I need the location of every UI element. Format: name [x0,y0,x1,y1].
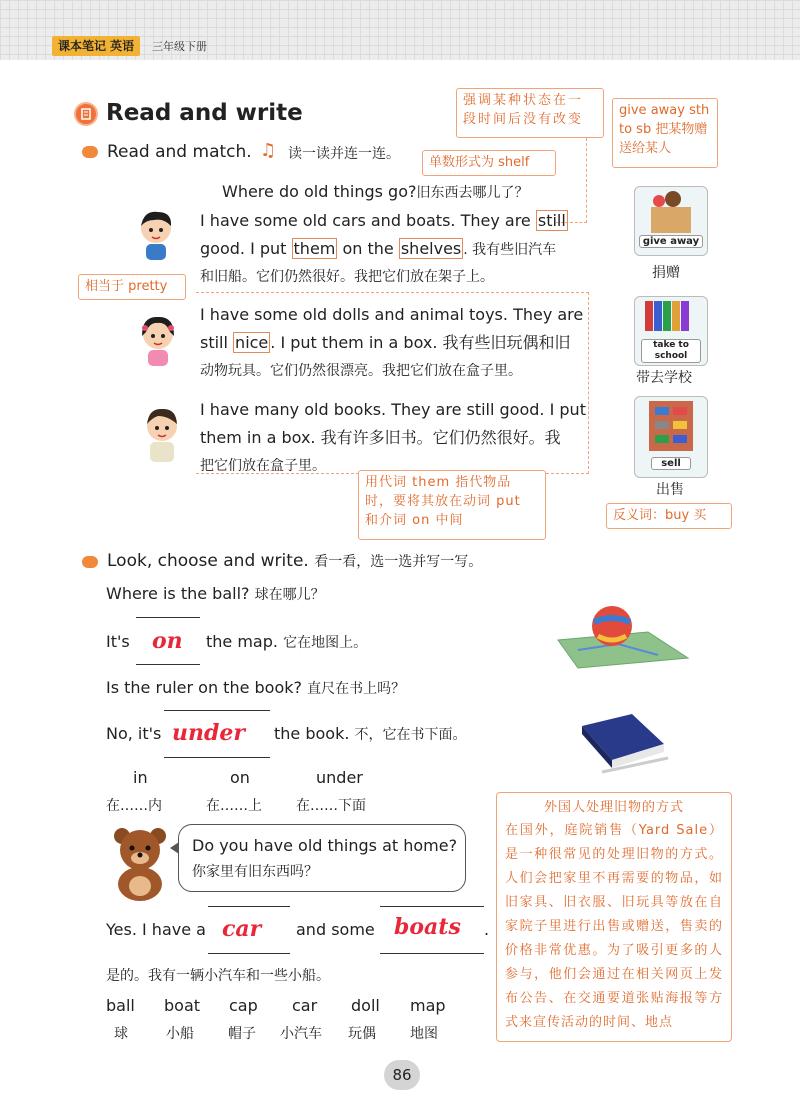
bubble-text-cn: 你家里有旧东西吗？ [192,864,318,880]
answer1-value: on [152,628,183,654]
page-number: 86 [384,1060,420,1090]
bear-character [108,826,172,906]
question1-cn: 球在哪儿？ [254,587,325,603]
answer1-post: the map. [206,632,278,651]
answer3-value2: boats [394,914,461,940]
answer3-mid: and some [296,920,375,939]
choice-cap: cap [229,996,258,1015]
word-on-cn: 在……上 [206,798,262,814]
headphones-icon: ♫ [260,140,277,161]
word-them: them [293,239,336,258]
sell-picture [634,396,708,478]
grade-label: 三年级下册 [152,40,207,53]
answer3-pre: Yes. I have a [106,920,206,939]
note-give-away: give away sth to sb 把某物赠送给某人 [612,98,718,168]
pencil-icon [74,102,98,126]
bullet-icon [82,146,98,158]
note-pretty: 相当于 pretty [78,274,186,300]
label-take-to-school: take to school [641,339,701,363]
label-sell: sell [651,457,691,470]
subject-tag: 课本笔记 英语 [52,36,140,56]
choice-doll-cn: 玩偶 [348,1026,376,1042]
girl-avatar [136,312,180,364]
question1-en: Where is the ball? [106,584,250,603]
para2-line1: I have some old dolls and animal toys. They are [200,305,584,324]
answer2-pre: No, it's [106,724,162,743]
boy2-avatar [140,404,184,456]
choice-doll: doll [351,996,380,1015]
label-give-away: give away [639,235,703,248]
boy-avatar [134,206,178,258]
answer3-cn: 是的。我有一辆小汽车和一些小船。 [106,968,330,984]
choice-boat-cn: 小船 [166,1026,194,1042]
para1-line2c: . 我有些旧汽车 [463,242,557,258]
instruction-look-choose-cn: 看一看，选一选并写一写。 [314,554,483,570]
answer1-cn: 它在地图上。 [283,635,368,651]
note-sell: 反义词：buy 买 [606,503,732,529]
question2-cn: 直尺在书上吗？ [307,681,406,697]
word-on: on [230,768,250,787]
para1-line2a: good. I put [200,239,287,258]
yard-sale-title: 外国人处理旧物的方式 [543,800,684,815]
section-title: Read and write [106,100,303,126]
note-them: 用代词 them 指代物品时，要将其放在动词 put 和介词 on 中间 [358,470,546,540]
para3-line2: them in a box. 我有许多旧书。它们仍然很好。我 [200,428,561,447]
answer3-value1: car [222,916,262,942]
para1-line2b: on the [342,239,394,258]
word-in: in [133,768,148,787]
label-take-to-school-cn: 带去学校 [636,370,692,386]
choice-map: map [410,996,446,1015]
choice-cap-cn: 帽子 [228,1026,256,1042]
instruction-read-match: Read and match. [107,142,252,162]
bullet-icon [82,556,98,568]
para2-line3: 动物玩具。它们仍然很漂亮。我把它们放在盒子里。 [200,363,522,379]
para1-line3: 和旧船。它们仍然很好。我把它们放在架子上。 [200,269,494,285]
word-still: still [537,211,566,230]
speech-bubble-tail [170,842,179,854]
book-image [572,704,672,782]
note-shelf: 单数形式为 shelf [422,150,556,176]
answer2-cn: 不，它在书下面。 [354,727,467,743]
para3-line1: I have many old books. They are still good. I put [200,400,586,419]
instruction-look-choose: Look, choose and write. [107,551,309,571]
answer1-pre: It's [106,632,130,651]
choice-ball-cn: 球 [114,1026,128,1042]
bubble-text-en: Do you have old things at home? [192,836,458,855]
para2-line2b: . I put them in a box. 我有些旧玩偶和旧 [270,333,571,352]
para2-line2a: still [200,333,228,352]
word-shelves: shelves [400,239,462,258]
instruction-read-match-cn: 读一读并连一连。 [288,146,400,162]
choice-car: car [292,996,318,1015]
take-to-school-picture [634,296,708,366]
label-sell-cn: 出售 [656,482,684,498]
give-away-picture [634,186,708,256]
choice-boat: boat [164,996,201,1015]
question-cn: 旧东西去哪儿了？ [416,185,529,201]
yard-sale-body: 在国外，庭院销售（Yard Sale）是一种很常见的处理旧物的方式。人们会把家里不再需要的物品，如旧家具、旧衣服、旧玩具等放在自家院子里进行出售或赠送，售卖的价格非常优惠。为了吸引更多的人参与，他们会通过在相关网页上发布公告、在交通要道张贴海报等方式来宣传活动的时间、地点 [505,823,723,1030]
word-nice: nice [235,333,269,352]
note-still: 强调某种状态在一段时间后没有改变 [456,88,604,138]
label-give-away-cn: 捐赠 [652,265,680,281]
choice-map-cn: 地图 [410,1026,438,1042]
word-in-cn: 在……内 [106,798,162,814]
answer2-value: under [172,720,245,746]
answer3-end: . [484,920,490,939]
answer2-post: the book. [274,724,350,743]
ball-on-map-image [538,600,698,674]
para3-line3: 把它们放在盒子里。 [200,458,326,474]
word-under: under [316,768,363,787]
choice-ball: ball [106,996,135,1015]
question-en: Where do old things go? [222,182,417,201]
question2-en: Is the ruler on the book? [106,678,303,697]
choice-car-cn: 小汽车 [280,1026,322,1042]
yard-sale-note [496,792,732,1042]
para1-line1: I have some old cars and boats. They are [200,211,531,230]
word-under-cn: 在……下面 [296,798,366,814]
